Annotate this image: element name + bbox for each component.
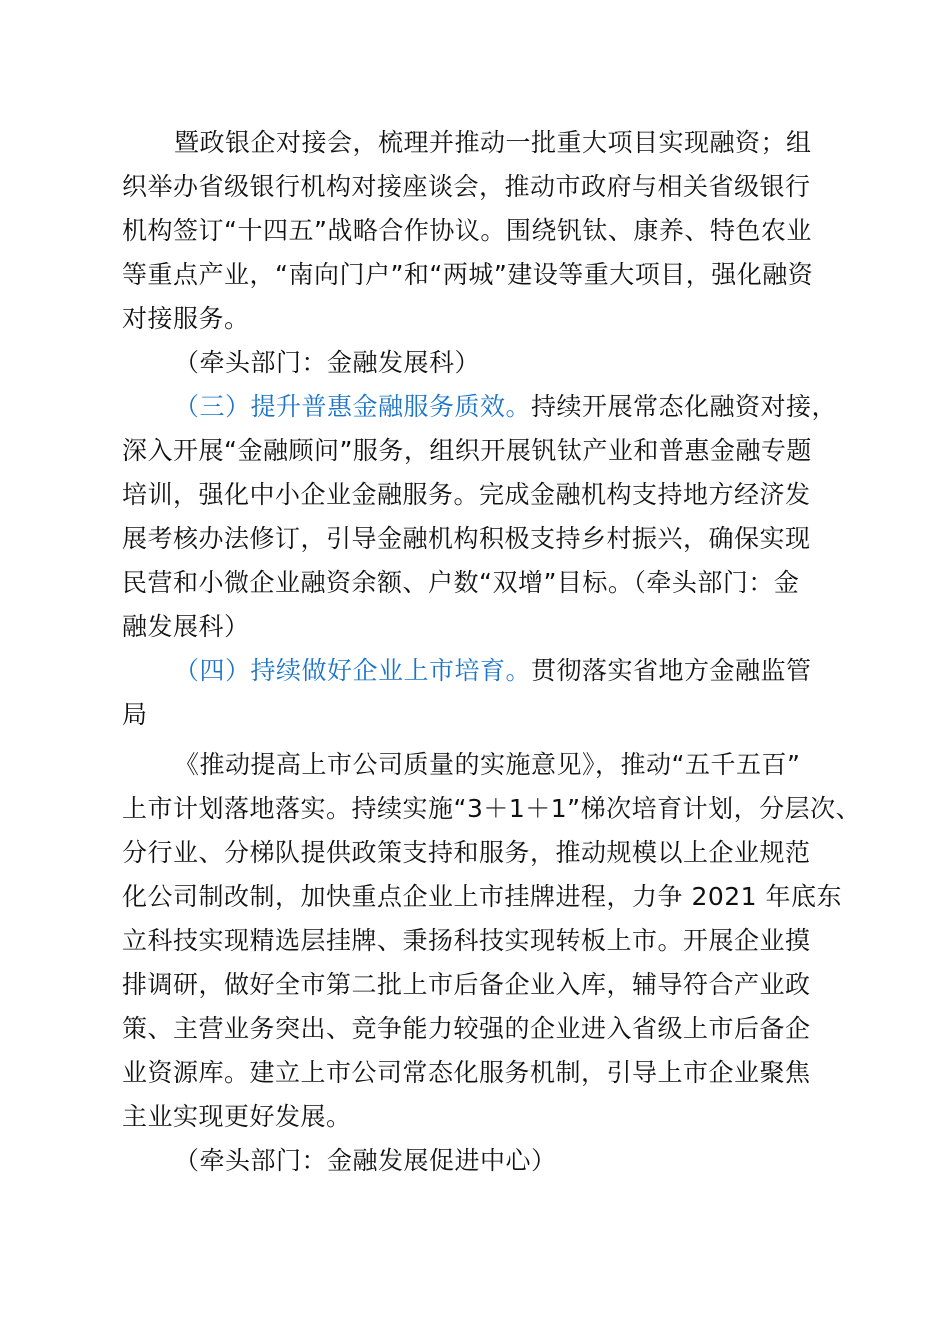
section-heading-three: （三）提升普惠金融服务质效。 — [174, 392, 532, 421]
paragraph-line: 局 — [122, 700, 148, 729]
paragraph-line: 培训，强化中小企业金融服务。完成金融机构支持地方经济发 — [122, 480, 811, 509]
paragraph-text: 持续开展常态化融资对接， — [531, 392, 838, 421]
paragraph-line: 主业实现更好发展。 — [122, 1102, 352, 1131]
lead-department-note: （牵头部门：金融发展促进中心） — [174, 1146, 557, 1175]
section-heading-four: （四）持续做好企业上市培育。 — [174, 656, 532, 685]
paragraph-line: 上市计划落地落实。持续实施“3＋1＋1”梯次培育计划，分层次、 — [122, 794, 862, 823]
paragraph-line: 暨政银企对接会，梳理并推动一批重大项目实现融资；组 — [174, 128, 812, 157]
section-four-line — [174, 656, 894, 686]
paragraph-line: 机构签订“十四五”战略合作协议。围绕钒钛、康养、特色农业 — [122, 216, 812, 245]
paragraph-line: 策、主营业务突出、竞争能力较强的企业进入省级上市后备企 — [122, 1014, 811, 1043]
paragraph-line: 化公司制改制，加快重点企业上市挂牌进程，力争 2021 年底东 — [122, 882, 843, 911]
paragraph-line: 《推动提高上市公司质量的实施意见》，推动“五千五百” — [174, 750, 801, 779]
paragraph-line: 分行业、分梯队提供政策支持和服务，推动规模以上企业规范 — [122, 838, 811, 867]
paragraph-line: 立科技实现精选层挂牌、秉扬科技实现转板上市。开展企业摸 — [122, 926, 811, 955]
paragraph-line: 对接服务。 — [122, 304, 250, 333]
paragraph-line: 排调研，做好全市第二批上市后备企业入库，辅导符合产业政 — [122, 970, 811, 999]
paragraph-line: 业资源库。建立上市公司常态化服务机制，引导上市企业聚焦 — [122, 1058, 811, 1087]
lead-department-note: （牵头部门：金融发展科） — [174, 348, 481, 377]
paragraph-line: 融发展科） — [122, 612, 250, 641]
paragraph-line: 展考核办法修订，引导金融机构积极支持乡村振兴，确保实现 — [122, 524, 811, 553]
paragraph-text: 贯彻落实省地方金融监管 — [531, 656, 812, 685]
paragraph-line: 等重点产业，“南向门户”和“两城”建设等重大项目，强化融资 — [122, 260, 814, 289]
paragraph-line: 深入开展“金融顾问”服务，组织开展钒钛产业和普惠金融专题 — [122, 436, 812, 465]
paragraph-line: 织举办省级银行机构对接座谈会，推动市政府与相关省级银行 — [122, 172, 811, 201]
paragraph-line: 民营和小微企业融资余额、户数“双增”目标。（牵头部门：金 — [122, 568, 800, 597]
section-three-line — [174, 392, 894, 422]
